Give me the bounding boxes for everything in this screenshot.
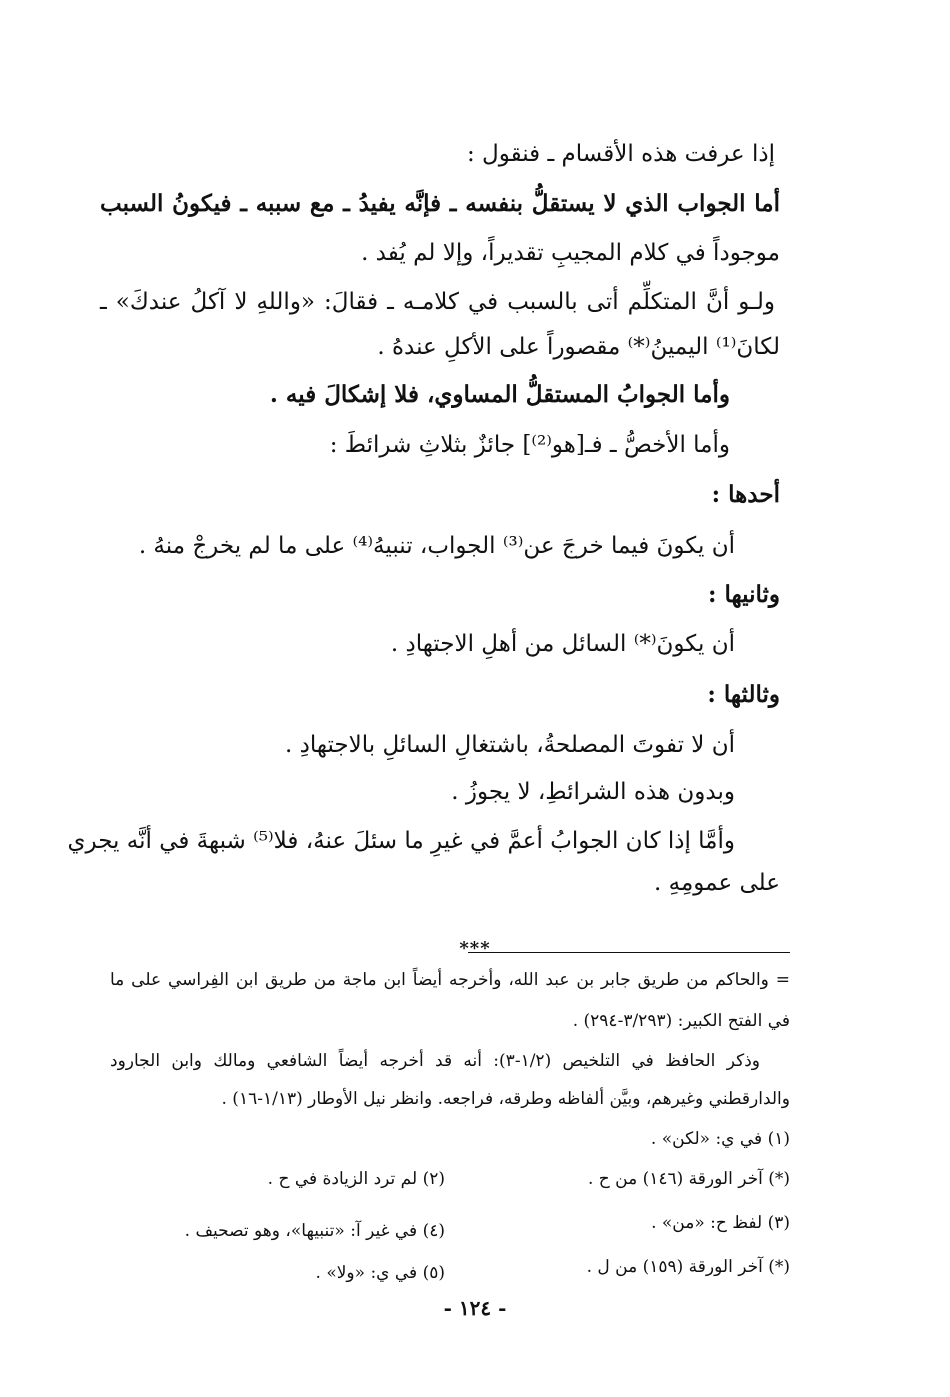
footnote-1: (١) في ي: «لكن» . xyxy=(650,1129,790,1149)
section-separator: *** xyxy=(459,938,491,959)
footnote-3: (٣) لفظ ح: «من» . xyxy=(651,1213,790,1233)
paragraph-2-line-1: ولـو أنَّ المتكلِّم أتى بالسبب في كلامـه ـ فقالَ: «واللهِ لا آكلُ عندكَ» ـ xyxy=(100,289,775,315)
paragraph-5-line-1: وأمَّا إذا كان الجوابُ أعمَّ في غيرِ ما سئلَ عنهُ، فلا⁽⁵⁾ شبهةَ في أنَّه يجري xyxy=(67,828,735,854)
footnote-hafiz-line-1: وذكر الحافظ في التلخيص (١/٢-٣): أنه قد أخرجه أيضاً الشافعي ومالك وابن الجارود xyxy=(110,1051,760,1071)
footnote-continuation-line-1: = والحاكم من طريق جابر بن عبد الله، وأخرجه أيضاً ابن ماجة من طريق ابن الفِراسي على ما xyxy=(110,970,790,990)
condition-1-text: أن يكونَ فيما خرجَ عن⁽³⁾ الجواب، تنبيهُ⁽⁴⁾ على ما لم يخرجْ منهُ . xyxy=(138,533,735,559)
condition-3-text: أن لا تفوتَ المصلحةُ، باشتغالِ السائلِ بالاجتهادِ . xyxy=(284,732,735,758)
footnote-4: (٤) في غير آ: «تنبيها»، وهو تصحيف . xyxy=(184,1221,445,1241)
paragraph-3: وأما الجوابُ المستقلُّ المساوي، فلا إشكالَ فيه . xyxy=(269,381,730,408)
footnote-star-1: (*) آخر الورقة (١٤٦) من ح . xyxy=(587,1169,790,1189)
footnote-hafiz-line-2: والدارقطني وغيرهم، وبيَّن ألفاظه وطرقه، فراجعه. وانظر نيل الأوطار (١/١٣-١٦) . xyxy=(221,1089,790,1109)
footnote-2: (٢) لم ترد الزيادة في ح . xyxy=(267,1169,445,1189)
footnote-rule xyxy=(468,952,790,953)
paragraph-2-line-2: لكانَ⁽¹⁾ اليمينُ⁽*⁾ مقصوراً على الأكلِ عندهُ . xyxy=(377,334,780,360)
footnote-continuation-line-2: في الفتح الكبير: (٣/٢٩٣-٢٩٤) . xyxy=(572,1011,790,1031)
condition-1-title: أحدها : xyxy=(711,481,780,508)
footnote-5: (٥) في ي: «ولا» . xyxy=(315,1263,445,1283)
footnote-star-2: (*) آخر الورقة (١٥٩) من ل . xyxy=(586,1257,790,1277)
page-number: - ١٢٤ - xyxy=(443,1296,507,1320)
intro-line: إذا عرفت هذه الأقسام ـ فنقول : xyxy=(466,141,775,167)
condition-2-text: أن يكونَ⁽*⁾ السائل من أهلِ الاجتهادِ . xyxy=(390,631,735,657)
condition-2-title: وثانيها : xyxy=(708,581,780,608)
paragraph-1-line-1: أما الجواب الذي لا يستقلُّ بنفسه ـ فإنَّه يفيدُ ـ مع سببه ـ فيكونُ السبب xyxy=(100,190,780,217)
condition-3-title: وثالثها : xyxy=(707,681,780,708)
paragraph-5-line-2: على عمومِهِ . xyxy=(654,870,780,896)
without-conditions-line: وبدون هذه الشرائطِ، لا يجوزُ . xyxy=(451,779,735,805)
paragraph-4: وأما الأخصُّ ـ فـ[هو⁽²⁾] جائزٌ بثلاثِ شرائطَ : xyxy=(329,432,730,458)
paragraph-1-line-2: موجوداً في كلام المجيبِ تقديراً، وإلا لم يُفد . xyxy=(361,240,780,266)
